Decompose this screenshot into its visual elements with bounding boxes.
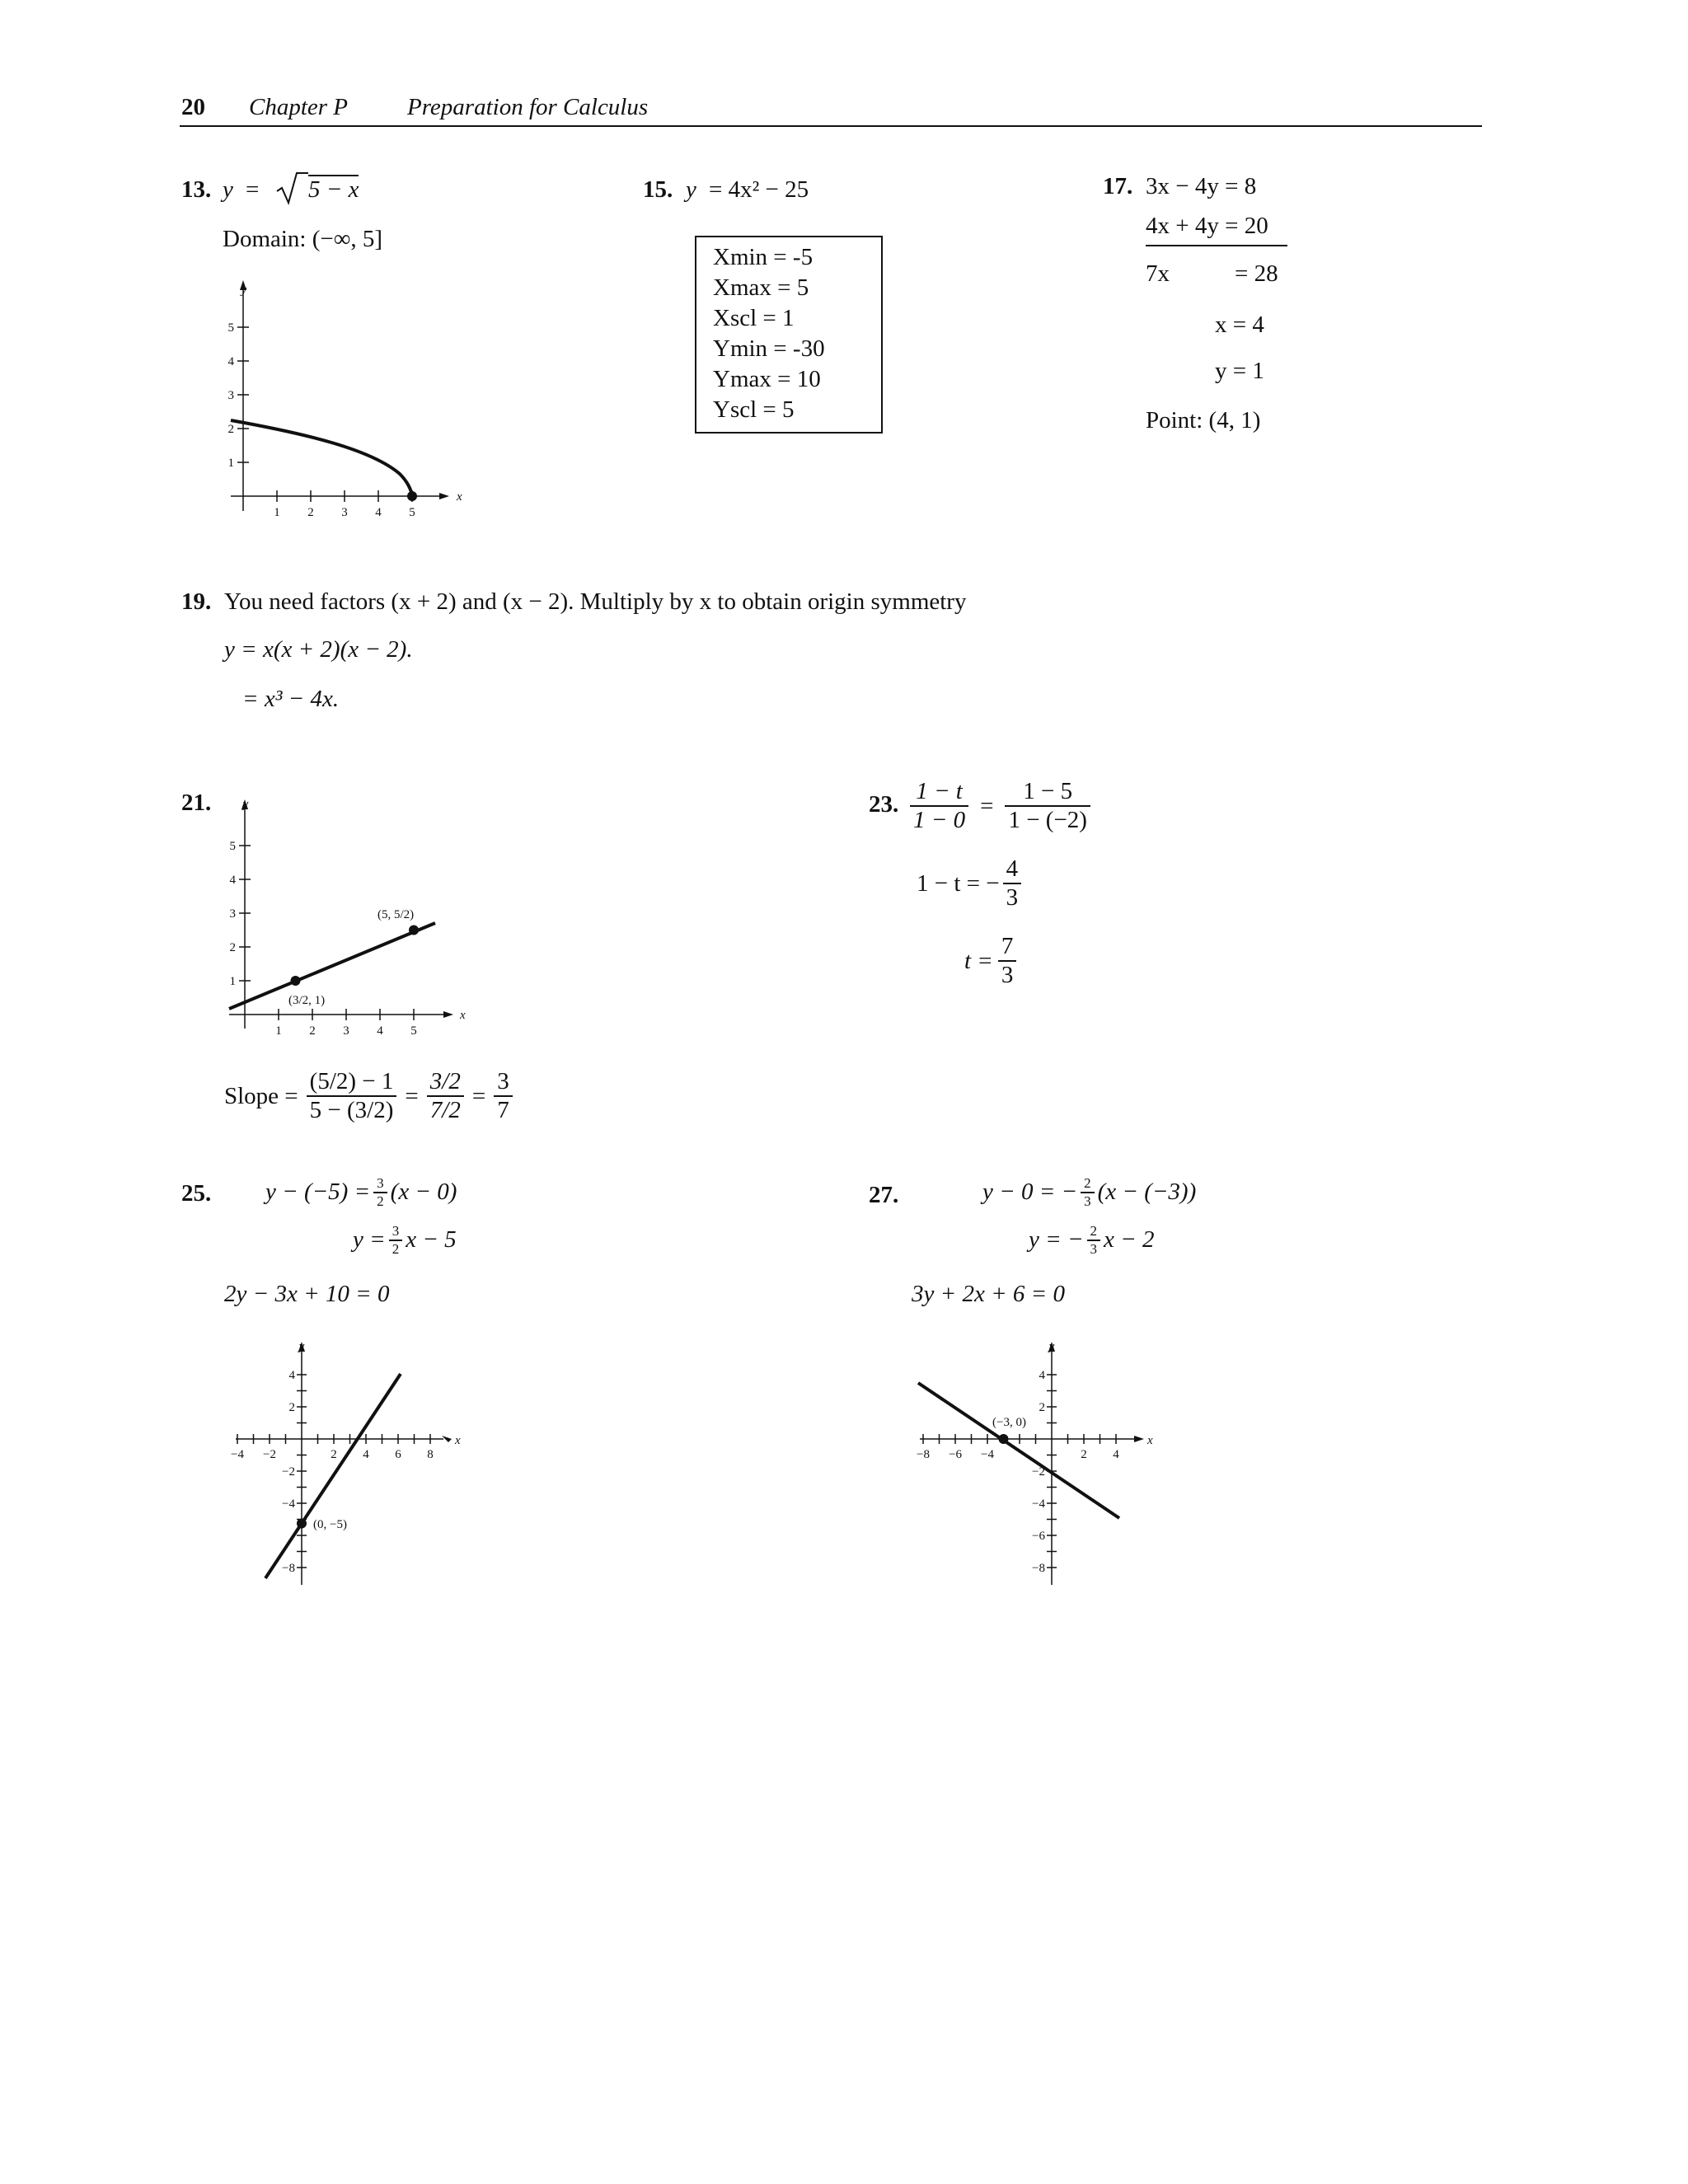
problem-19-line-2: y = x(x + 2)(x − 2). (224, 636, 413, 663)
problem-25-graph (223, 1333, 478, 1597)
y-tick-label: 2 (229, 941, 236, 954)
equals-sign: = (471, 1082, 486, 1109)
problem-23-line-2 (917, 855, 1021, 912)
x-tick-label: −4 (231, 1448, 244, 1461)
problem-19-text: You need factors (x + 2) and (x − 2). Multiply by x to obtain origin symmetry (224, 588, 967, 615)
denominator: 1 − (−2) (1008, 807, 1087, 834)
y-tick-label: 3 (229, 907, 236, 921)
x-tick-label: 2 (309, 1024, 316, 1038)
chapter-label: Chapter P (249, 94, 349, 120)
problem-27-number: 27. (869, 1182, 899, 1208)
numerator: 3/2 (427, 1068, 464, 1097)
numerator: 3 (494, 1068, 513, 1097)
x-tick-label: 4 (363, 1448, 369, 1461)
numerator: 1 − t (910, 778, 968, 807)
problem-23-line-3 (964, 933, 1016, 990)
window-setting: Yscl = 5 (713, 396, 795, 423)
lhs: y − 0 = − (982, 1179, 1078, 1206)
x-axis-label: x (455, 1434, 461, 1447)
numerator: 3 (389, 1223, 403, 1241)
window-setting: Ymin = -30 (713, 335, 825, 362)
y-tick-label: 4 (227, 355, 234, 368)
y-tick-label: 4 (229, 874, 236, 887)
x-tick-label: 3 (341, 506, 348, 519)
denominator: 3 (1001, 962, 1014, 989)
x-tick-label: 5 (409, 506, 415, 519)
lhs: y = (353, 1226, 386, 1254)
x-tick-label: 8 (427, 1448, 434, 1461)
problem-13-domain: Domain: (−∞, 5] (223, 226, 383, 252)
problem-27-graph (907, 1333, 1170, 1597)
window-setting: Xscl = 1 (713, 305, 795, 331)
problem-23-number: 23. (869, 791, 899, 818)
y-tick-label: −8 (282, 1562, 295, 1575)
rhs: x − 2 (1104, 1226, 1155, 1254)
y-tick-label: 2 (227, 423, 234, 436)
y-tick-label: −2 (1032, 1465, 1045, 1479)
fraction (373, 1175, 387, 1209)
problem-23-line-1 (910, 778, 1090, 835)
denominator: 7/2 (429, 1097, 461, 1124)
problem-25-number: 25. (181, 1180, 212, 1207)
fraction (1087, 1223, 1101, 1257)
sum-rule (1146, 245, 1287, 246)
rhs: x − 5 (406, 1226, 457, 1254)
denominator: 1 − 0 (913, 807, 966, 834)
equals-sign: = (980, 792, 994, 819)
y-tick-label: 5 (229, 840, 236, 853)
y-tick-label: −4 (282, 1497, 295, 1511)
x-tick-label: 1 (275, 1024, 282, 1038)
numerator: 2 (1081, 1175, 1095, 1193)
chapter-title: Preparation for Calculus (407, 94, 649, 120)
problem-13-y: y (223, 176, 233, 203)
denominator: 3 (1006, 884, 1019, 912)
problem-19-line-3: = x³ − 4x. (242, 686, 340, 712)
y-tick-label: 2 (288, 1401, 295, 1414)
line-2-left: 1 − t = − (917, 869, 1000, 897)
problem-27-line-2 (1029, 1223, 1154, 1257)
problem-13-graph (214, 272, 462, 527)
solution-point: Point: (4, 1) (1146, 407, 1261, 434)
page-number: 20 (181, 94, 205, 120)
point-label-0-neg5: (0, −5) (313, 1518, 347, 1531)
problem-27-line-3: 3y + 2x + 6 = 0 (912, 1281, 1065, 1307)
problem-27-line-1 (982, 1175, 1196, 1209)
y-tick-label: 2 (1039, 1401, 1045, 1414)
page-header (180, 92, 1482, 127)
denominator: 2 (377, 1193, 384, 1209)
numerator: 4 (1003, 855, 1022, 884)
problem-15-y: y (686, 176, 696, 203)
x-tick-label: 4 (377, 1024, 383, 1038)
problem-25-line-1 (265, 1175, 457, 1209)
problem-19-number: 19. (181, 588, 212, 615)
lhs: y = − (1029, 1226, 1084, 1254)
x-tick-label: 4 (1113, 1448, 1119, 1461)
solution-y: y = 1 (1215, 358, 1264, 384)
y-tick-label: −4 (1032, 1497, 1045, 1511)
x-axis-label: x (1147, 1434, 1153, 1447)
x-tick-label: −2 (263, 1448, 276, 1461)
window-setting: Xmax = 5 (713, 274, 809, 301)
window-setting: Xmin = -5 (713, 244, 814, 270)
x-tick-label: −8 (917, 1448, 930, 1461)
x-tick-label: 6 (395, 1448, 401, 1461)
slope-computation (224, 1068, 513, 1125)
slope-fraction-3 (494, 1068, 513, 1125)
fraction (998, 933, 1017, 990)
problem-25-line-3: 2y − 3x + 10 = 0 (224, 1281, 390, 1307)
y-tick-label: 3 (227, 389, 234, 402)
problem-21-number: 21. (181, 790, 212, 816)
slope-fraction-2 (427, 1068, 464, 1125)
problem-13-radicand: 5 − x (308, 176, 359, 203)
lhs: y − (−5) = (265, 1179, 371, 1206)
problem-21-graph (214, 790, 478, 1045)
fraction-right (1005, 778, 1090, 835)
y-tick-label: 4 (288, 1369, 295, 1382)
denominator: 3 (1090, 1240, 1098, 1257)
problem-15-number: 15. (643, 176, 673, 203)
fraction (1003, 855, 1022, 912)
numerator: 7 (998, 933, 1017, 962)
y-tick-label: −2 (282, 1465, 295, 1479)
numerator: 2 (1087, 1223, 1101, 1241)
denominator: 3 (1084, 1193, 1091, 1209)
denominator: 5 − (3/2) (309, 1097, 394, 1124)
fraction (389, 1223, 403, 1257)
problem-13-number: 13. (181, 176, 212, 203)
solution-x: x = 4 (1215, 312, 1264, 338)
y-tick-label: −6 (1032, 1530, 1045, 1543)
x-tick-label: 5 (410, 1024, 417, 1038)
x-tick-label: −6 (949, 1448, 962, 1461)
y-tick-label: 4 (1039, 1369, 1045, 1382)
x-tick-label: 1 (274, 506, 280, 519)
numerator: 3 (373, 1175, 387, 1193)
system-row-3b: = 28 (1235, 260, 1278, 287)
y-axis-label: y (1048, 1340, 1055, 1353)
equals-sign: = (405, 1082, 419, 1109)
fraction-left (910, 778, 968, 835)
x-tick-label: 2 (331, 1448, 337, 1461)
rhs: (x − 0) (390, 1179, 457, 1206)
problem-15-equation: = 4x² − 25 (709, 176, 809, 203)
problem-13-equals: = (246, 176, 260, 203)
radical-sign (275, 170, 308, 206)
y-tick-label: −8 (1032, 1562, 1045, 1575)
y-tick-label: 5 (227, 321, 234, 335)
system-row-3a: 7x (1146, 260, 1170, 287)
window-setting: Ymax = 10 (713, 366, 821, 392)
y-axis-label: y (241, 284, 247, 297)
point-label-3-2-1: (3/2, 1) (288, 994, 326, 1007)
slope-fraction-1 (307, 1068, 397, 1125)
slope-label: Slope = (224, 1082, 298, 1109)
system-row-1: 3x − 4y = 8 (1146, 173, 1257, 199)
denominator: 2 (392, 1240, 400, 1257)
problem-17-number: 17. (1103, 173, 1133, 199)
x-tick-label: 2 (1081, 1448, 1087, 1461)
point-label-5-5-2: (5, 5/2) (377, 908, 415, 921)
rhs: (x − (−3)) (1097, 1179, 1197, 1206)
x-axis-label: x (460, 1009, 466, 1022)
line-3-left: t = (964, 947, 993, 974)
denominator: 7 (497, 1097, 509, 1124)
x-tick-label: 4 (375, 506, 382, 519)
problem-25-line-2 (353, 1223, 457, 1257)
x-tick-label: −4 (981, 1448, 994, 1461)
x-tick-label: 2 (307, 506, 314, 519)
y-axis-label: y (298, 1340, 305, 1353)
numerator: (5/2) − 1 (307, 1068, 397, 1097)
x-tick-label: 3 (343, 1024, 349, 1038)
numerator: 1 − 5 (1005, 778, 1090, 807)
point-label-neg3-0: (−3, 0) (992, 1416, 1026, 1429)
fraction (1081, 1175, 1095, 1209)
window-settings-box (695, 236, 883, 434)
x-axis-label: x (457, 490, 462, 504)
system-row-2: 4x + 4y = 20 (1146, 213, 1268, 239)
y-tick-label: 1 (227, 457, 234, 470)
y-tick-label: 1 (229, 975, 236, 988)
y-axis-label: y (242, 798, 249, 811)
